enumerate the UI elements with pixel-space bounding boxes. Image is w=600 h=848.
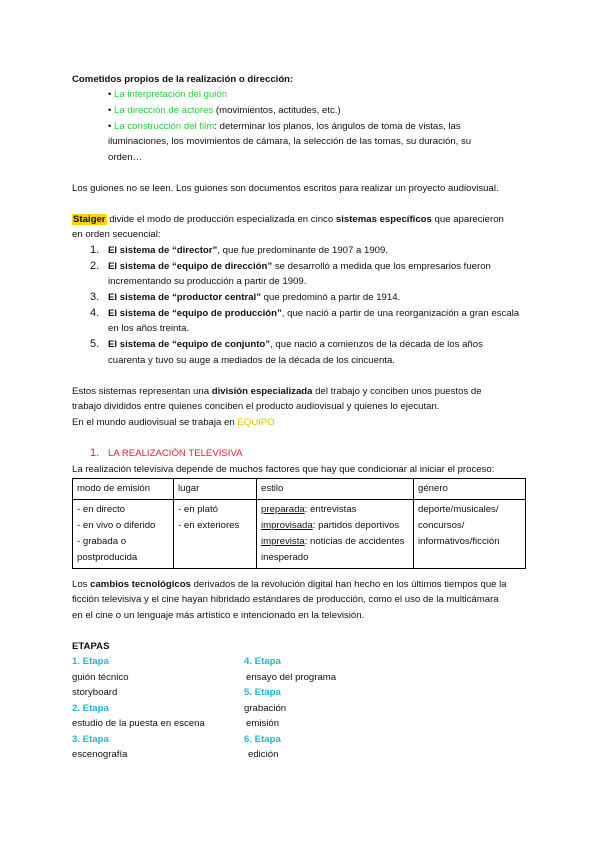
etapa-1-label: 1. Etapa xyxy=(72,656,109,667)
cambios-paragraph-line-3: en el cine o un lenguaje más artístico e intencionado en la televisión. xyxy=(72,610,365,621)
section-title-realizacion-televisiva: 1. LA REALIZACIÓN TELEVISIVA xyxy=(90,447,243,459)
staiger-paragraph-line-2: en orden secuencial: xyxy=(72,229,161,240)
cambios-paragraph-line-2: ficción televisiva y el cine hayan hibridado estándares de producción, como el uso de la multicámara xyxy=(72,594,499,605)
etapa-3-label: 3. Etapa xyxy=(72,734,109,745)
table-header-cell: género xyxy=(414,479,526,500)
etapa-1-item: storyboard xyxy=(72,687,118,698)
cometidos-bullet-3-line-3: orden… xyxy=(108,152,143,163)
table-row xyxy=(73,500,526,569)
staiger-item-4-line-2: en los años treinta. xyxy=(108,323,190,334)
cometidos-bullet-1: • La interpretación del guión xyxy=(108,89,228,100)
equipo-word: EQUIPO xyxy=(237,417,275,428)
sistemas-paragraph-line-2: trabajo divididos entre quienes conciben el producto audiovisual y quienes lo ejecutan. xyxy=(72,401,440,412)
etapa-6-item: edición xyxy=(248,749,279,760)
tv-factors-table xyxy=(72,478,526,569)
sistemas-paragraph: Estos sistemas representan una división especializada del trabajo y conciben unos puestos de xyxy=(72,386,482,397)
tv-intro: La realización televisiva depende de muchos factores que hay que condicionar al iniciar el proceso: xyxy=(72,464,495,475)
equipo-line: En el mundo audiovisual se trabaja en EQUIPO xyxy=(72,417,275,428)
staiger-item-1: 1. El sistema de “director”, que fue predominante de 1907 a 1909. xyxy=(90,244,389,256)
table-cell-genero: deporte/musicales/ concursos/ informativos/ficción xyxy=(414,500,526,569)
etapa-2-item: estudio de la puesta en escena xyxy=(72,718,205,729)
cambios-paragraph: Los cambios tecnológicos derivados de la revolución digital han hecho en los últimos tiempos que la xyxy=(72,579,507,590)
etapa-5-item: grabación xyxy=(244,703,287,714)
cometidos-heading: Cometidos propios de la realización o dirección: xyxy=(72,74,294,85)
cometidos-bullet-3: • La construcción del film: determinar los planos, los ángulos de toma de vistas, las xyxy=(108,121,461,132)
table-header-row xyxy=(73,479,526,500)
etapa-1-item: guión técnico xyxy=(72,672,129,683)
cometidos-bullet-2: • La dirección de actores (movimientos, actitudes, etc.) xyxy=(108,105,341,116)
cometidos-bullet-3-line-2: iluminaciones, los movimientos de cámara, la selección de las tomas, su duración, su xyxy=(108,136,472,147)
etapa-2-label: 2. Etapa xyxy=(72,703,109,714)
staiger-item-4: 4. El sistema de “equipo de producción”, que nació a partir de una reorganización a gran escala xyxy=(90,307,520,319)
table-header-cell: lugar xyxy=(174,479,257,500)
etapa-4-label: 4. Etapa xyxy=(244,656,281,667)
etapas-heading: ETAPAS xyxy=(72,641,110,652)
table-cell-estilo: preparada: entrevistas improvisada: partidos deportivos imprevista: noticias de accidentes inesperado xyxy=(257,500,414,569)
staiger-item-5: 5. El sistema de “equipo de conjunto”, que nació a comienzos de la década de los años xyxy=(90,338,483,350)
table-header-cell: estilo xyxy=(257,479,414,500)
staiger-item-2: 2. El sistema de “equipo de dirección” se desarrolló a medida que los empresarios fueron xyxy=(90,260,491,272)
etapa-3-item: escenografía xyxy=(72,749,128,760)
etapa-5-item: emisión xyxy=(246,718,280,729)
etapa-4-item: ensayo del programa xyxy=(246,672,337,683)
staiger-item-3: 3. El sistema de “productor central” que predominó a partir de 1914. xyxy=(90,291,401,303)
staiger-item-2-line-2: incrementando su producción a partir de 1909. xyxy=(108,276,307,287)
table-cell-lugar: - en plató - en exteriores xyxy=(174,500,257,569)
guiones-paragraph: Los guiones no se leen. Los guiones son documentos escritos para realizar un proyecto audiovisual. xyxy=(72,183,499,194)
table-header-cell: modo de emisión xyxy=(73,479,174,500)
etapa-6-label: 6. Etapa xyxy=(244,734,281,745)
table-cell-modo: - en directo - en vivo o diferido - grabada o postproducida xyxy=(73,500,174,569)
staiger-paragraph: Staiger divide el modo de producción especializada en cinco sistemas específicos que aparecieron xyxy=(73,214,504,225)
staiger-highlight: Staiger xyxy=(73,214,106,225)
etapa-5-label: 5. Etapa xyxy=(244,687,281,698)
staiger-item-5-line-2: cuarenta y tuvo su auge a mediados de la década de los cincuenta. xyxy=(108,355,395,366)
